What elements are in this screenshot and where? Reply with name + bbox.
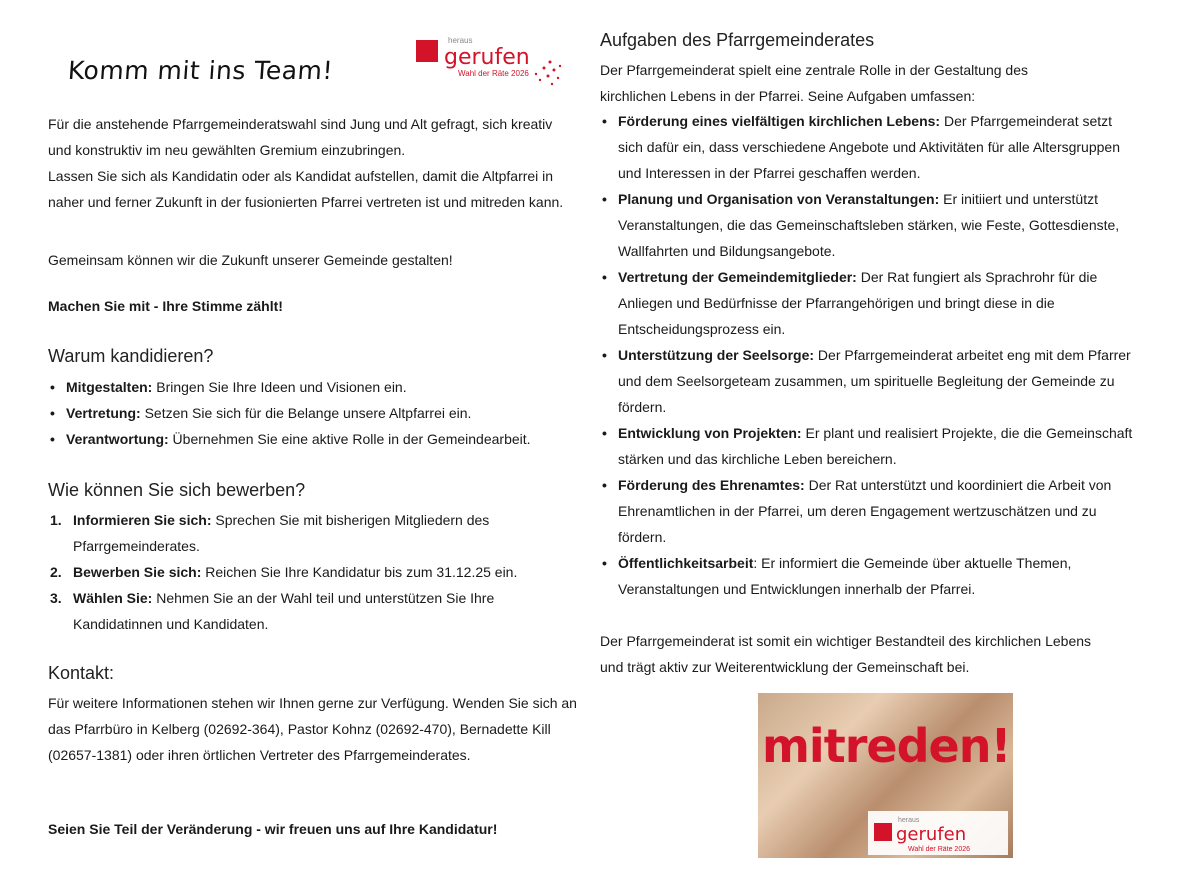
list-item: 3. Wählen Sie: Nehmen Sie an der Wahl teil und unterstützen Sie Ihre Kandidatinnen und Kandidaten.	[50, 590, 495, 632]
list-item: • Vertretung: Setzen Sie sich für die Belange unsere Altpfarrei ein.	[48, 400, 578, 426]
list-item: 2. Bewerben Sie sich: Reichen Sie Ihre Kandidatur bis zum 31.12.25 ein.	[50, 564, 518, 580]
apply-heading: Wie können Sie sich bewerben?	[48, 480, 306, 500]
headline: Komm mit ins Team!	[66, 56, 335, 85]
tasks-conclusion: Der Pfarrgemeinderat ist somit ein wichtiger Bestandteil des kirchlichen Lebens und trägt aktiv zur Weiterentwicklung der Gemeinschaft bei.	[600, 633, 1092, 675]
tasks-list	[600, 108, 1140, 602]
svg-text:Wahl der Räte 2026: Wahl der Räte 2026	[908, 846, 970, 853]
closing-text: Seien Sie Teil der Veränderung - wir freuen uns auf Ihre Kandidatur!	[48, 821, 498, 837]
list-item: • Förderung eines vielfältigen kirchlichen Lebens: Der Pfarrgemeinderat setzt sich dafür ein, dass verschiedene Angebote und Aktivitäten für alle Altersgruppen und Interessen in der Pfarrei geschaffen werden.	[600, 108, 1140, 186]
list-item: • Unterstützung der Seelsorge: Der Pfarrgemeinderat arbeitet eng mit dem Pfarrer und dem Seelsorgeteam zusammen, um spirituelle Begleitung der Gemeinde zu fördern.	[600, 342, 1140, 420]
list-item: • Förderung des Ehrenamtes: Der Rat unterstützt und koordiniert die Arbeit von Ehrenamtlichen in der Pfarrei, um deren Engagement wertzuschätzen und zu fördern.	[600, 472, 1140, 550]
list-item: • Planung und Organisation von Veranstaltungen: Er initiiert und unterstützt Veranstaltungen, die das Gemeinschaftsleben stärken, wie Feste, Gottesdienste, Wallfahrten und Bildungsangebote.	[600, 186, 1140, 264]
intro-paragraph-2: Lassen Sie sich als Kandidatin oder als Kandidat aufstellen, damit die Altpfarrei in naher und ferner Zukunft in der fusionierten Pfarrei vertreten ist und mitreden kann.	[48, 168, 564, 210]
svg-text:heraus: heraus	[448, 36, 473, 45]
list-item: • Vertretung der Gemeindemitglieder: Der Rat fungiert als Sprachrohr für die Anliegen und Bedürfnisse der Pfarrangehörigen und bringt diese in die Entscheidungsprozess ein.	[600, 264, 1140, 342]
tasks-intro: Der Pfarrgemeinderat spielt eine zentrale Rolle in der Gestaltung des kirchlichen Lebens in der Pfarrei. Seine Aufgaben umfassen:	[600, 62, 1029, 104]
apply-list	[48, 507, 548, 637]
contact-heading: Kontakt:	[48, 663, 115, 683]
list-item: • Mitgestalten: Bringen Sie Ihre Ideen und Visionen ein.	[48, 374, 578, 400]
svg-text:Wahl der Räte 2026: Wahl der Räte 2026	[458, 69, 529, 78]
svg-text:gerufen: gerufen	[896, 824, 967, 845]
poster-word: mitreden!	[762, 719, 1011, 773]
poster-logo	[868, 811, 1008, 855]
why-list	[48, 374, 578, 452]
herausgerufen-logo	[414, 30, 566, 92]
mitreden-poster	[758, 693, 1013, 858]
list-item: • Öffentlichkeitsarbeit: Er informiert die Gemeinde über aktuelle Themen, Veranstaltungen und Entwicklungen innerhalb der Pfarrei.	[600, 550, 1140, 602]
list-item: 1. Informieren Sie sich: Sprechen Sie mit bisherigen Mitgliedern des Pfarrgemeinderates.	[50, 512, 490, 554]
list-item: • Verantwortung: Übernehmen Sie eine aktive Rolle in der Gemeindearbeit.	[48, 426, 578, 452]
why-heading: Warum kandidieren?	[48, 346, 214, 366]
list-item: • Entwicklung von Projekten: Er plant und realisiert Projekte, die die Gemeinschaft stärken und das kirchliche Leben bereichern.	[600, 420, 1140, 472]
intro-paragraph-1: Für die anstehende Pfarrgemeinderatswahl sind Jung und Alt gefragt, sich kreativ und konstruktiv im neu gewählten Gremium einzubringen.	[48, 116, 553, 158]
contact-text: Für weitere Informationen stehen wir Ihnen gerne zur Verfügung. Wenden Sie sich an das Pfarrbüro in Kelberg (02692-364), Pastor Kohnz (02692-470), Bernadette Kill (02657-1381) oder ihren örtlichen Vertreter des Pfarrgemeinderates.	[48, 695, 577, 763]
svg-text:gerufen: gerufen	[444, 45, 530, 70]
callout-text: Machen Sie mit - Ihre Stimme zählt!	[48, 298, 283, 314]
svg-text:heraus: heraus	[898, 817, 920, 824]
intro-paragraph-3: Gemeinsam können wir die Zukunft unserer Gemeinde gestalten!	[48, 252, 453, 268]
tasks-heading: Aufgaben des Pfarrgemeinderates	[600, 30, 875, 50]
